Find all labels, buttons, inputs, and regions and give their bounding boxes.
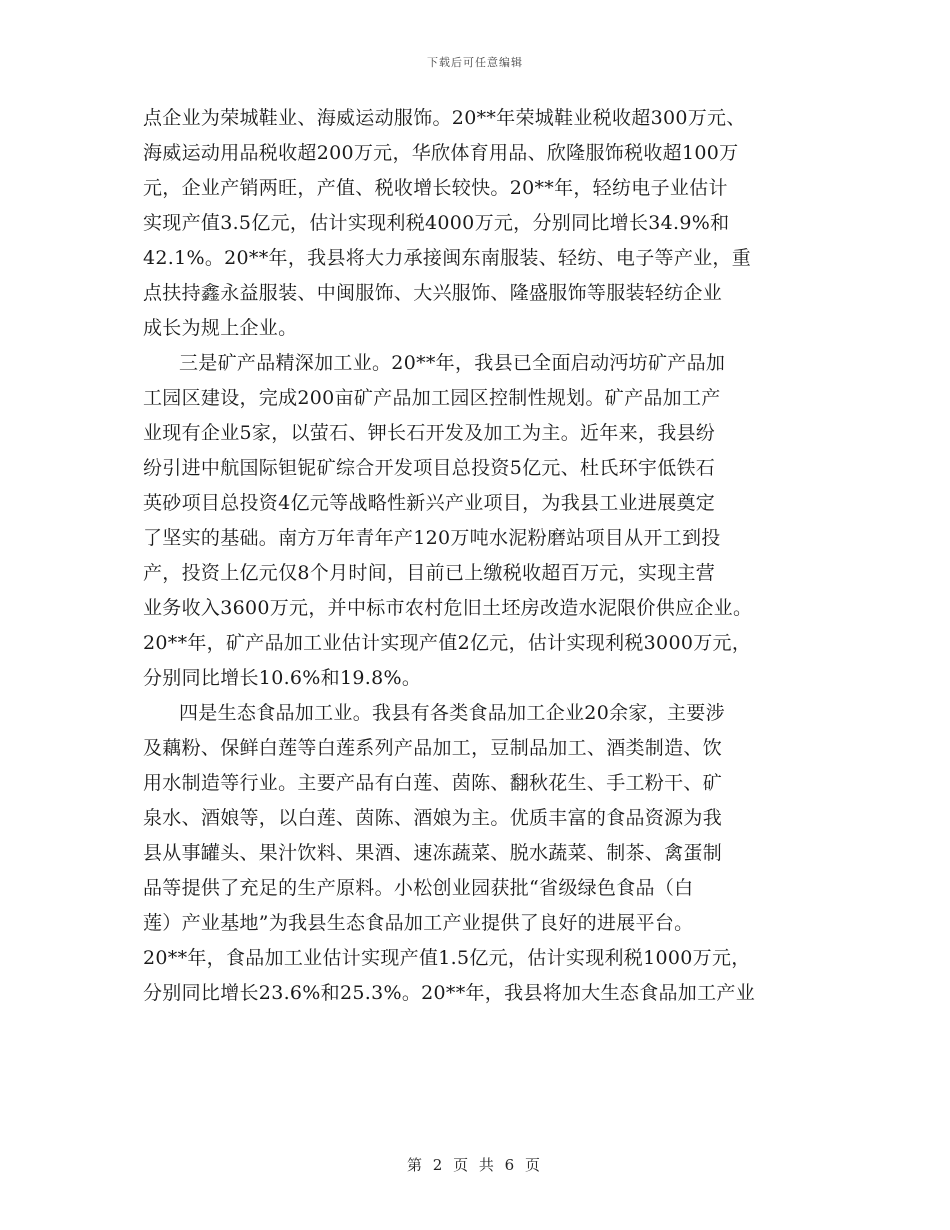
text-line: 海威运动用品税收超200万元，华欣体育用品、欣隆服饰税收超100万 bbox=[143, 142, 739, 164]
text-line: 20**年，食品加工业估计实现产值1.5亿元，估计实现利税1000万元， bbox=[143, 947, 751, 969]
text-line: 42.1%。20**年，我县将大力承接闽东南服装、轻纺、电子等产业，重 bbox=[143, 247, 752, 269]
paragraph-start-line: 三是矿产品精深加工业。20**年，我县已全面启动沔坊矿产品加 bbox=[179, 352, 726, 374]
text-line: 点扶持鑫永益服装、中闽服饰、大兴服饰、隆盛服饰等服装轻纺企业 bbox=[143, 282, 723, 304]
text-line: 英砂项目总投资4亿元等战略性新兴产业项目，为我县工业进展奠定 bbox=[143, 492, 716, 514]
text-line: 分别同比增长10.6%和19.8%。 bbox=[143, 667, 422, 689]
text-line: 分别同比增长23.6%和25.3%。20**年，我县将加大生态食品加工产业 bbox=[143, 982, 755, 1004]
text-line: 点企业为荣城鞋业、海威运动服饰。20**年荣城鞋业税收超300万元、 bbox=[143, 107, 746, 129]
text-line: 业现有企业5家，以萤石、钾长石开发及加工为主。近年来，我县纷 bbox=[143, 422, 716, 444]
text-line: 成长为规上企业。 bbox=[143, 317, 298, 339]
page-header: 下载后可任意编辑 bbox=[427, 56, 523, 69]
text-line: 莲）产业基地”为我县生态食品加工产业提供了良好的进展平台。 bbox=[143, 912, 694, 934]
text-line: 元，企业产销两旺，产值、税收增长较快。20**年，轻纺电子业估计 bbox=[143, 177, 728, 199]
text-line: 实现产值3.5亿元，估计实现利税4000万元，分别同比增长34.9%和 bbox=[143, 212, 730, 234]
text-line: 产，投资上亿元仅8个月时间，目前已上缴税收超百万元，实现主营 bbox=[143, 562, 716, 584]
text-line: 品等提供了充足的生产原料。小松创业园获批“省级绿色食品（白 bbox=[143, 877, 694, 899]
text-line: 县从事罐头、果汁饮料、果酒、速冻蔬菜、脱水蔬菜、制茶、禽蛋制 bbox=[143, 842, 723, 864]
text-line: 泉水、酒娘等，以白莲、茵陈、酒娘为主。优质丰富的食品资源为我 bbox=[143, 807, 723, 829]
text-line: 20**年，矿产品加工业估计实现产值2亿元，估计实现利税3000万元， bbox=[143, 632, 752, 654]
text-line: 工园区建设，完成200亩矿产品加工园区控制性规划。矿产品加工产 bbox=[143, 387, 721, 409]
page-number: 第 2 页 共 6 页 bbox=[407, 1156, 543, 1174]
text-line: 纷引进中航国际钽铌矿综合开发项目总投资5亿元、杜氏环宇低铁石 bbox=[143, 457, 716, 479]
text-line: 业务收入3600万元，并中标市农村危旧土坯房改造水泥限价供应企业。 bbox=[143, 597, 753, 619]
text-line: 了坚实的基础。南方万年青年产120万吨水泥粉磨站项目从开工到投 bbox=[143, 527, 721, 549]
text-line: 用水制造等行业。主要产品有白莲、茵陈、翻秋花生、手工粉干、矿 bbox=[143, 772, 723, 794]
text-line: 及藕粉、保鲜白莲等白莲系列产品加工，豆制品加工、酒类制造、饮 bbox=[143, 737, 723, 759]
paragraph-start-line: 四是生态食品加工业。我县有各类食品加工企业20余家，主要涉 bbox=[179, 702, 725, 724]
